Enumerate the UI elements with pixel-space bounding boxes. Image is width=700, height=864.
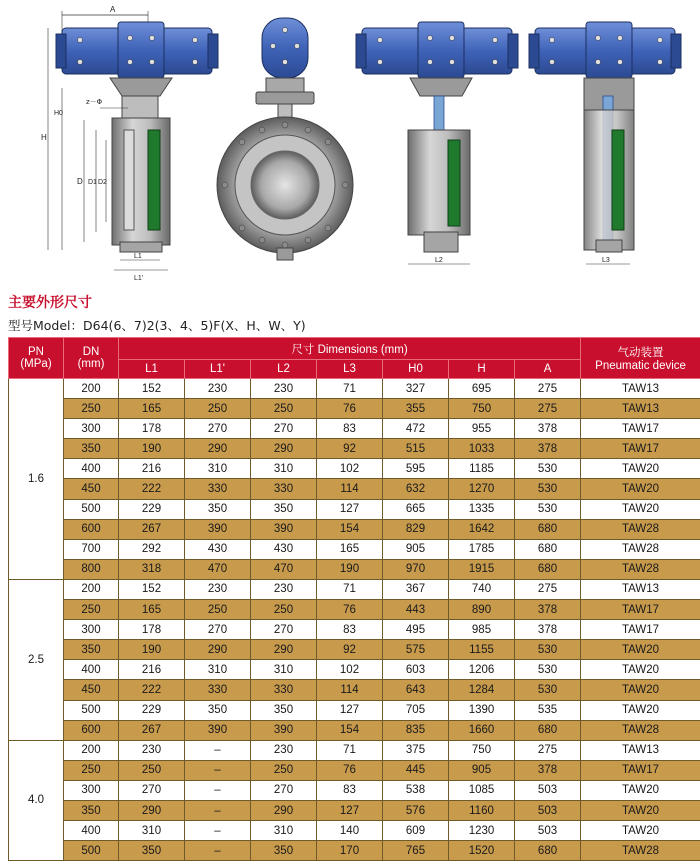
header-l1: L1 xyxy=(119,360,185,379)
table-cell: 1284 xyxy=(449,680,515,700)
dim-label-a: A xyxy=(110,5,116,14)
table-cell: 680 xyxy=(515,519,581,539)
table-cell: 102 xyxy=(317,459,383,479)
table-cell: 375 xyxy=(383,740,449,760)
table-cell: 216 xyxy=(119,459,185,479)
table-row xyxy=(9,620,700,640)
table-cell: 250 xyxy=(64,399,119,419)
table-cell: 230 xyxy=(251,579,317,599)
dim-label-d2: D2 xyxy=(98,179,107,186)
table-row xyxy=(9,640,700,660)
pn-group-cell: 2.5 xyxy=(9,579,64,740)
table-cell: 127 xyxy=(317,499,383,519)
table-cell: – xyxy=(185,821,251,841)
table-cell: 600 xyxy=(64,519,119,539)
table-cell: 740 xyxy=(449,579,515,599)
table-cell: TAW17 xyxy=(581,439,700,459)
table-cell: 300 xyxy=(64,620,119,640)
table-row xyxy=(9,821,700,841)
table-cell: 200 xyxy=(64,579,119,599)
table-cell: 378 xyxy=(515,419,581,439)
table-cell: 680 xyxy=(515,559,581,579)
table-cell: 229 xyxy=(119,499,185,519)
table-cell: 600 xyxy=(64,720,119,740)
table-row xyxy=(9,600,700,620)
dim-label-l2: L2 xyxy=(435,257,443,264)
table-row xyxy=(9,680,700,700)
dim-label-l1-prime: L1' xyxy=(134,275,144,282)
table-cell: 165 xyxy=(317,539,383,559)
table-cell: TAW28 xyxy=(581,841,700,861)
table-row xyxy=(9,800,700,820)
table-cell: 955 xyxy=(449,419,515,439)
table-cell: 503 xyxy=(515,821,581,841)
table-cell: 643 xyxy=(383,680,449,700)
table-cell: 190 xyxy=(119,439,185,459)
table-cell: 905 xyxy=(449,760,515,780)
table-cell: 270 xyxy=(185,419,251,439)
table-cell: 102 xyxy=(317,660,383,680)
table-cell: 576 xyxy=(383,800,449,820)
table-cell: TAW20 xyxy=(581,780,700,800)
table-cell: 230 xyxy=(119,740,185,760)
table-cell: 170 xyxy=(317,841,383,861)
header-h: H xyxy=(449,360,515,379)
table-cell: 71 xyxy=(317,740,383,760)
header-l3: L3 xyxy=(317,360,383,379)
table-cell: 76 xyxy=(317,600,383,620)
table-cell: TAW13 xyxy=(581,740,700,760)
table-cell: 835 xyxy=(383,720,449,740)
table-cell: 318 xyxy=(119,559,185,579)
table-row xyxy=(9,660,700,680)
table-cell: 1033 xyxy=(449,439,515,459)
pn-group-cell: 1.6 xyxy=(9,379,64,580)
table-cell: 230 xyxy=(251,740,317,760)
table-cell: 71 xyxy=(317,579,383,599)
table-cell: TAW17 xyxy=(581,600,700,620)
table-cell: 390 xyxy=(251,720,317,740)
table-cell: 330 xyxy=(185,479,251,499)
table-cell: TAW17 xyxy=(581,620,700,640)
table-row xyxy=(9,579,700,599)
table-cell: TAW28 xyxy=(581,539,700,559)
table-cell: 154 xyxy=(317,519,383,539)
table-cell: TAW20 xyxy=(581,499,700,519)
table-cell: TAW20 xyxy=(581,700,700,720)
table-cell: 83 xyxy=(317,620,383,640)
table-row xyxy=(9,700,700,720)
table-cell: 275 xyxy=(515,399,581,419)
table-cell: 290 xyxy=(119,800,185,820)
dim-label-d: D xyxy=(77,177,83,186)
valve-drawings xyxy=(0,0,700,290)
table-cell: TAW28 xyxy=(581,720,700,740)
table-cell: 500 xyxy=(64,499,119,519)
table-cell: 350 xyxy=(119,841,185,861)
table-cell: 290 xyxy=(185,640,251,660)
table-cell: – xyxy=(185,800,251,820)
table-cell: 310 xyxy=(185,459,251,479)
table-cell: 680 xyxy=(515,841,581,861)
table-cell: 538 xyxy=(383,780,449,800)
table-cell: 1085 xyxy=(449,780,515,800)
table-cell: TAW13 xyxy=(581,579,700,599)
table-cell: – xyxy=(185,740,251,760)
table-cell: 229 xyxy=(119,700,185,720)
table-cell: 190 xyxy=(119,640,185,660)
table-row xyxy=(9,780,700,800)
table-cell: 495 xyxy=(383,620,449,640)
table-cell: 270 xyxy=(251,780,317,800)
table-cell: 680 xyxy=(515,539,581,559)
table-cell: 250 xyxy=(251,399,317,419)
table-cell: 595 xyxy=(383,459,449,479)
table-cell: 250 xyxy=(64,600,119,620)
table-cell: TAW20 xyxy=(581,680,700,700)
table-cell: TAW20 xyxy=(581,640,700,660)
table-cell: 1335 xyxy=(449,499,515,519)
side-view xyxy=(217,18,353,260)
table-cell: 230 xyxy=(185,379,251,399)
table-cell: 890 xyxy=(449,600,515,620)
table-cell: 300 xyxy=(64,419,119,439)
table-cell: 310 xyxy=(251,459,317,479)
table-cell: 250 xyxy=(251,600,317,620)
table-row xyxy=(9,419,700,439)
table-cell: 443 xyxy=(383,600,449,620)
table-cell: 695 xyxy=(449,379,515,399)
table-cell: 267 xyxy=(119,720,185,740)
table-cell: 530 xyxy=(515,660,581,680)
table-cell: 350 xyxy=(64,640,119,660)
table-cell: 530 xyxy=(515,499,581,519)
table-cell: 290 xyxy=(251,640,317,660)
table-cell: 970 xyxy=(383,559,449,579)
table-cell: 530 xyxy=(515,680,581,700)
table-cell: 165 xyxy=(119,399,185,419)
table-cell: 178 xyxy=(119,620,185,640)
table-cell: 200 xyxy=(64,379,119,399)
table-cell: 83 xyxy=(317,419,383,439)
table-cell: 270 xyxy=(119,780,185,800)
table-cell: 222 xyxy=(119,680,185,700)
table-cell: 800 xyxy=(64,559,119,579)
table-cell: 92 xyxy=(317,439,383,459)
table-cell: 230 xyxy=(251,379,317,399)
table-cell: 230 xyxy=(185,579,251,599)
table-cell: 445 xyxy=(383,760,449,780)
table-cell: 1230 xyxy=(449,821,515,841)
table-row xyxy=(9,499,700,519)
table-cell: 114 xyxy=(317,680,383,700)
table-cell: 355 xyxy=(383,399,449,419)
model-line: 型号Model：D64(6、7)2(3、4、5)F(X、H、W、Y) xyxy=(8,318,306,333)
table-cell: 350 xyxy=(251,841,317,861)
table-cell: 1206 xyxy=(449,660,515,680)
table-row xyxy=(9,519,700,539)
table-cell: TAW20 xyxy=(581,821,700,841)
table-cell: 152 xyxy=(119,379,185,399)
dim-label-d1: D1 xyxy=(88,179,97,186)
table-cell: 250 xyxy=(185,399,251,419)
table-row xyxy=(9,379,700,399)
table-cell: 1390 xyxy=(449,700,515,720)
header-h0: H0 xyxy=(383,360,449,379)
table-cell: 270 xyxy=(251,419,317,439)
header-a: A xyxy=(515,360,581,379)
pn-group-cell: 4.0 xyxy=(9,740,64,861)
table-cell: 530 xyxy=(515,459,581,479)
dim-label-h: H xyxy=(41,133,47,142)
table-cell: 154 xyxy=(317,720,383,740)
table-row xyxy=(9,539,700,559)
table-cell: 275 xyxy=(515,740,581,760)
front-view-3 xyxy=(529,22,681,264)
table-cell: 178 xyxy=(119,419,185,439)
header-l1-prime: L1' xyxy=(185,360,251,379)
table-cell: 127 xyxy=(317,800,383,820)
table-cell: 430 xyxy=(185,539,251,559)
table-row xyxy=(9,841,700,861)
dimensions-table xyxy=(8,337,700,861)
table-row xyxy=(9,439,700,459)
table-cell: 400 xyxy=(64,459,119,479)
header-pn: PN (MPa) xyxy=(9,338,64,379)
table-cell: 350 xyxy=(185,700,251,720)
table-cell: 310 xyxy=(251,660,317,680)
table-cell: 1185 xyxy=(449,459,515,479)
table-cell: 530 xyxy=(515,640,581,660)
table-cell: 76 xyxy=(317,399,383,419)
table-cell: TAW17 xyxy=(581,419,700,439)
table-cell: 290 xyxy=(251,800,317,820)
header-dimensions: 尺寸 Dimensions (mm) xyxy=(119,338,581,360)
table-cell: 330 xyxy=(251,680,317,700)
table-cell: 350 xyxy=(251,700,317,720)
table-cell: 680 xyxy=(515,720,581,740)
table-cell: 390 xyxy=(251,519,317,539)
table-cell: 152 xyxy=(119,579,185,599)
table-cell: TAW28 xyxy=(581,559,700,579)
table-cell: 216 xyxy=(119,660,185,680)
table-cell: 310 xyxy=(185,660,251,680)
table-cell: 750 xyxy=(449,399,515,419)
table-cell: 390 xyxy=(185,519,251,539)
table-cell: 71 xyxy=(317,379,383,399)
table-cell: 310 xyxy=(251,821,317,841)
table-cell: 535 xyxy=(515,700,581,720)
table-cell: 350 xyxy=(64,439,119,459)
table-cell: 1642 xyxy=(449,519,515,539)
table-cell: 500 xyxy=(64,841,119,861)
table-cell: 632 xyxy=(383,479,449,499)
table-cell: – xyxy=(185,841,251,861)
table-cell: 200 xyxy=(64,740,119,760)
table-cell: 530 xyxy=(515,479,581,499)
table-cell: 290 xyxy=(251,439,317,459)
table-row xyxy=(9,720,700,740)
table-cell: 400 xyxy=(64,821,119,841)
table-cell: 515 xyxy=(383,439,449,459)
table-cell: 765 xyxy=(383,841,449,861)
dim-label-h0: H0 xyxy=(54,110,63,117)
front-view-2 xyxy=(356,22,518,264)
table-cell: 603 xyxy=(383,660,449,680)
table-cell: 985 xyxy=(449,620,515,640)
table-cell: 378 xyxy=(515,439,581,459)
table-cell: 503 xyxy=(515,800,581,820)
table-cell: 1520 xyxy=(449,841,515,861)
table-cell: TAW20 xyxy=(581,800,700,820)
table-row xyxy=(9,399,700,419)
table-cell: 1915 xyxy=(449,559,515,579)
table-cell: 165 xyxy=(119,600,185,620)
table-cell: 500 xyxy=(64,700,119,720)
table-cell: TAW20 xyxy=(581,479,700,499)
table-cell: 222 xyxy=(119,479,185,499)
table-cell: 250 xyxy=(64,760,119,780)
table-cell: 275 xyxy=(515,379,581,399)
table-cell: 83 xyxy=(317,780,383,800)
table-cell: TAW13 xyxy=(581,379,700,399)
dim-label-l1: L1 xyxy=(134,253,142,260)
table-cell: 700 xyxy=(64,539,119,559)
table-cell: 300 xyxy=(64,780,119,800)
table-cell: 1785 xyxy=(449,539,515,559)
table-cell: 575 xyxy=(383,640,449,660)
table-cell: 470 xyxy=(251,559,317,579)
table-cell: 92 xyxy=(317,640,383,660)
table-cell: 430 xyxy=(251,539,317,559)
header-pneumatic-device: 气动装置 Pneumatic device xyxy=(581,338,700,379)
header-dn: DN (mm) xyxy=(64,338,119,379)
table-cell: 250 xyxy=(119,760,185,780)
table-cell: 190 xyxy=(317,559,383,579)
table-cell: – xyxy=(185,780,251,800)
table-cell: TAW28 xyxy=(581,519,700,539)
table-cell: 290 xyxy=(185,439,251,459)
table-cell: 140 xyxy=(317,821,383,841)
table-cell: TAW20 xyxy=(581,459,700,479)
section-title: 主要外形尺寸 xyxy=(8,295,92,311)
table-row xyxy=(9,459,700,479)
table-cell: 270 xyxy=(251,620,317,640)
table-cell: 330 xyxy=(185,680,251,700)
table-cell: 470 xyxy=(185,559,251,579)
table-cell: 330 xyxy=(251,479,317,499)
table-cell: 390 xyxy=(185,720,251,740)
table-cell: 270 xyxy=(185,620,251,640)
table-row xyxy=(9,479,700,499)
table-cell: 127 xyxy=(317,700,383,720)
front-section-view xyxy=(41,5,218,282)
table-cell: 350 xyxy=(64,800,119,820)
table-cell: 1660 xyxy=(449,720,515,740)
table-cell: 378 xyxy=(515,760,581,780)
table-cell: 905 xyxy=(383,539,449,559)
table-cell: 609 xyxy=(383,821,449,841)
dim-label-l3: L3 xyxy=(602,257,610,264)
table-cell: 705 xyxy=(383,700,449,720)
table-cell: 665 xyxy=(383,499,449,519)
table-cell: 450 xyxy=(64,680,119,700)
table-cell: 350 xyxy=(251,499,317,519)
table-body xyxy=(9,379,700,861)
table-cell: 503 xyxy=(515,780,581,800)
table-row xyxy=(9,760,700,780)
table-cell: 1155 xyxy=(449,640,515,660)
table-cell: 310 xyxy=(119,821,185,841)
table-cell: 378 xyxy=(515,600,581,620)
table-row xyxy=(9,559,700,579)
table-cell: 450 xyxy=(64,479,119,499)
dim-label-z-phi: z－Φ xyxy=(86,98,103,106)
table-cell: – xyxy=(185,760,251,780)
table-cell: 750 xyxy=(449,740,515,760)
table-cell: 378 xyxy=(515,620,581,640)
table-cell: 829 xyxy=(383,519,449,539)
table-cell: 275 xyxy=(515,579,581,599)
table-cell: 350 xyxy=(185,499,251,519)
table-cell: 250 xyxy=(251,760,317,780)
table-cell: 1160 xyxy=(449,800,515,820)
table-cell: 114 xyxy=(317,479,383,499)
table-cell: 267 xyxy=(119,519,185,539)
table-cell: 472 xyxy=(383,419,449,439)
table-cell: 76 xyxy=(317,760,383,780)
table-cell: 367 xyxy=(383,579,449,599)
table-cell: TAW17 xyxy=(581,760,700,780)
header-l2: L2 xyxy=(251,360,317,379)
table-cell: TAW13 xyxy=(581,399,700,419)
table-cell: TAW20 xyxy=(581,660,700,680)
table-cell: 327 xyxy=(383,379,449,399)
table-cell: 400 xyxy=(64,660,119,680)
table-cell: 250 xyxy=(185,600,251,620)
table-cell: 1270 xyxy=(449,479,515,499)
table-row xyxy=(9,740,700,760)
table-cell: 292 xyxy=(119,539,185,559)
